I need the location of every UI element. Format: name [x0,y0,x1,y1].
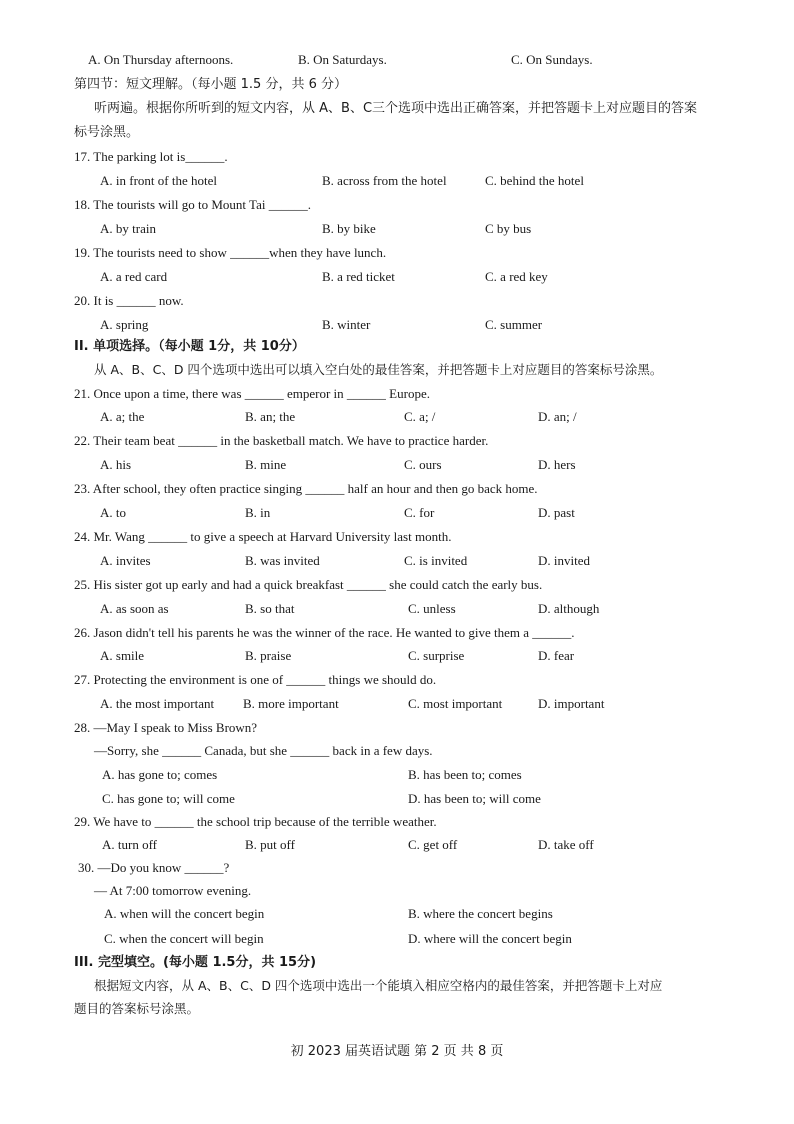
q19-option-c: C. a red key [485,269,548,284]
q23-option-b: B. in [245,505,271,520]
q29-option-a: A. turn off [102,837,158,852]
q24-option-d: D. invited [538,553,590,568]
question-20-stem: 20. It is ______ now. [74,293,184,308]
section3-instruction: 根据短文内容，从 A、B、C、D 四个选项中选出一个能填入相应空格内的最佳答案，并把答题卡上对应 [94,978,663,993]
top-option-b: B. On Saturdays. [298,52,387,67]
top-option-c: C. On Sundays. [511,52,593,67]
top-option-a: A. On Thursday afternoons. [88,52,234,67]
q21-option-a: A. a; the [100,409,145,424]
question-25-stem: 25. His sister got up early and had a quick breakfast ______ she could catch the early bus. [74,577,543,592]
q28-option-b: B. has been to; comes [408,767,522,782]
question-30-reply: — At 7:00 tomorrow evening. [94,883,252,898]
q23-option-c: C. for [404,505,435,520]
q30-option-b: B. where the concert begins [408,906,553,921]
section4-heading: 第四节：短文理解。（每小题 1.5 分，共 6 分） [74,77,347,92]
q22-option-a: A. his [100,457,132,472]
question-26-stem: 26. Jason didn't tell his parents he was the winner of the race. He wanted to give them a ______. [74,625,575,640]
q17-option-b: B. across from the hotel [322,173,447,188]
q20-option-b: B. winter [322,317,371,332]
q25-option-a: A. as soon as [100,601,169,616]
question-22-stem: 22. Their team beat ______ in the basketball match. We have to practice harder. [74,433,489,448]
q30-option-c: C. when the concert will begin [104,931,264,946]
question-18-stem: 18. The tourists will go to Mount Tai ______. [74,197,311,212]
q29-option-d: D. take off [538,837,594,852]
q23-option-a: A. to [100,505,126,520]
q21-option-d: D. an; / [538,409,577,424]
q20-option-a: A. spring [100,317,149,332]
section2-heading: II. 单项选择。（每小题 1分，共 10分） [74,339,305,354]
q26-option-b: B. praise [245,648,292,663]
q20-option-c: C. summer [485,317,543,332]
question-21-stem: 21. Once upon a time, there was ______ emperor in ______ Europe. [74,386,430,401]
q18-option-c: C by bus [485,221,532,236]
q24-option-b: B. was invited [245,553,320,568]
q30-option-a: A. when will the concert begin [104,906,265,921]
question-30-stem: 30. —Do you know ______? [78,860,230,875]
question-17-stem: 17. The parking lot is______. [74,149,228,164]
q19-option-a: A. a red card [100,269,168,284]
q30-option-d: D. where will the concert begin [408,931,572,946]
q25-option-d: D. although [538,601,600,616]
question-24-stem: 24. Mr. Wang ______ to give a speech at Harvard University last month. [74,529,452,544]
q18-option-b: B. by bike [322,221,376,236]
q24-option-a: A. invites [100,553,151,568]
question-19-stem: 19. The tourists need to show ______when they have lunch. [74,245,387,260]
q22-option-c: C. ours [404,457,442,472]
question-23-stem: 23. After school, they often practice singing ______ half an hour and then go back home. [74,481,538,496]
q21-option-c: C. a; / [404,409,436,424]
q26-option-c: C. surprise [408,648,465,663]
question-27-stem: 27. Protecting the environment is one of ______ things we should do. [74,672,437,687]
q26-option-a: A. smile [100,648,145,663]
question-28-stem: 28. —May I speak to Miss Brown? [74,720,258,735]
section4-instruction-cont: 标号涂黑。 [74,125,140,140]
q22-option-b: B. mine [245,457,287,472]
q23-option-d: D. past [538,505,575,520]
q21-option-b: B. an; the [245,409,296,424]
q27-option-b: B. more important [243,696,339,711]
page-footer: 初 2023 届英语试题 第 2 页 共 8 页 [290,1044,504,1059]
section4-instruction: 听两遍。根据你所听到的短文内容，从 A、B、C三个选项中选出正确答案，并把答题卡上对应题目的答案 [94,101,698,116]
question-28-reply: —Sorry, she ______ Canada, but she ______ back in a few days. [94,743,433,758]
q28-option-d: D. has been to; will come [408,791,541,806]
q28-option-c: C. has gone to; will come [102,791,235,806]
q27-option-a: A. the most important [100,696,215,711]
q24-option-c: C. is invited [404,553,468,568]
section3-instruction-cont: 题目的答案标号涂黑。 [74,1001,200,1016]
q27-option-c: C. most important [408,696,503,711]
q25-option-b: B. so that [245,601,295,616]
q19-option-b: B. a red ticket [322,269,395,284]
q29-option-c: C. get off [408,837,458,852]
q17-option-a: A. in front of the hotel [100,173,217,188]
q22-option-d: D. hers [538,457,576,472]
q27-option-d: D. important [538,696,605,711]
q28-option-a: A. has gone to; comes [102,767,218,782]
section2-instruction: 从 A、B、C、D 四个选项中选出可以填入空白处的最佳答案，并把答题卡上对应题目的答案标号涂黑。 [94,362,663,377]
question-29-stem: 29. We have to ______ the school trip because of the terrible weather. [74,814,437,829]
q18-option-a: A. by train [100,221,156,236]
q25-option-c: C. unless [408,601,456,616]
q17-option-c: C. behind the hotel [485,173,584,188]
q26-option-d: D. fear [538,648,575,663]
section3-heading: III. 完型填空。(每小题 1.5分，共 15分) [74,955,317,970]
q29-option-b: B. put off [245,837,295,852]
